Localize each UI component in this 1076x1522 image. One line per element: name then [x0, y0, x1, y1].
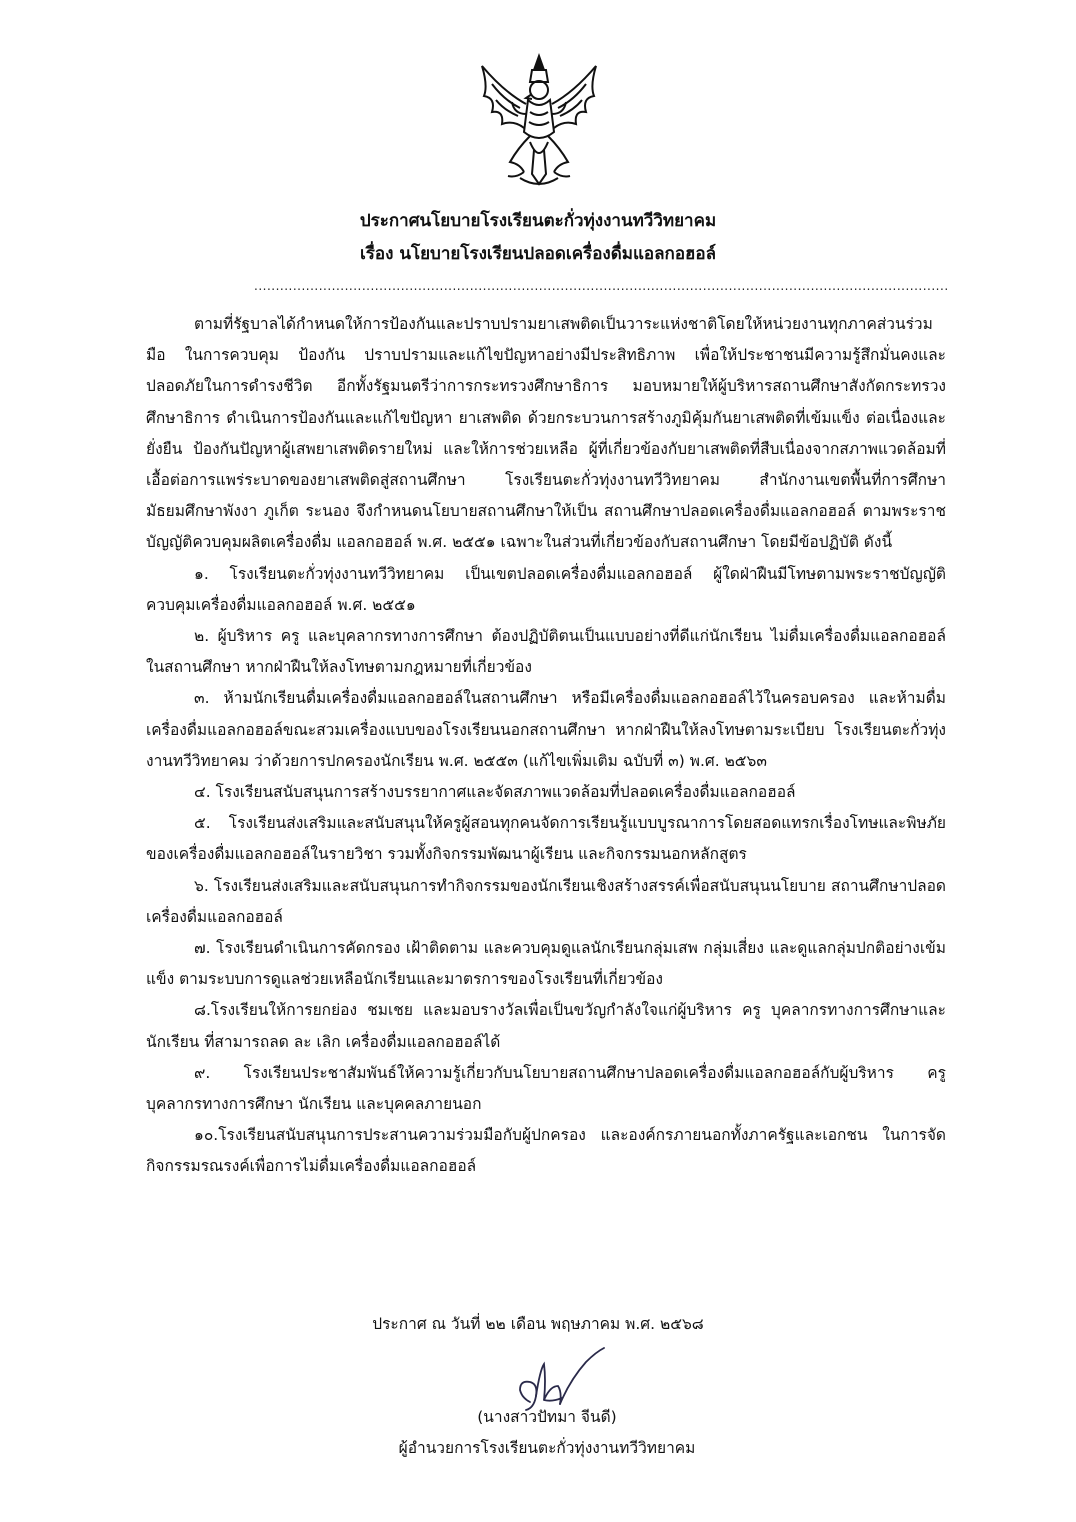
garuda-emblem-icon [474, 52, 604, 192]
signer-name: (นางสาวปัทมา จีนดี) [477, 1408, 617, 1426]
dotted-separator: ................................................................................................................................................................. [254, 279, 949, 293]
document-body [146, 309, 946, 1183]
policy-item-8: ๘.โรงเรียนให้การยกย่อง ชมเชย และมอบรางวัลเพื่อเป็นขวัญกำลังใจแก่ผู้บริหาร ครู บุคลากรทางการศึกษาและนักเรียน ที่สามารถลด ละ เลิก เครื่องดื่มแอลกอฮอล์ได้ [146, 1001, 946, 1051]
policy-item-2: ๒. ผู้บริหาร ครู และบุคลากรทางการศึกษา ต้องปฏิบัติตนเป็นแบบอย่างที่ดีแก่นักเรียน ไม่ดื่มเครื่องดื่มแอลกอฮอล์ในสถานศึกษา หากฝ่าฝืนให้ลงโทษตามกฎหมายที่เกี่ยวข้อง [146, 627, 946, 677]
policy-item-4: ๔. โรงเรียนสนับสนุนการสร้างบรรยากาศและจัดสภาพแวดล้อมที่ปลอดเครื่องดื่มแอลกอฮอล์ [194, 783, 796, 802]
intro-paragraph: ตามที่รัฐบาลได้กำหนดให้การป้องกันและปราบปรามยาเสพติดเป็นวาระแห่งชาติโดยให้หน่วยงานทุกภาคส่วนร่วมมือ ในการควบคุม ป้องกัน ปราบปรามและแก้ไขปัญหาอย่างมีประสิทธิภาพ เพื่อให้ประชาชนมีความรู้สึกมั่นคงและปลอดภัยในการดำรงชีวิต อีกทั้งรัฐมนตรีว่าการกระทรวงศึกษาธิการ มอบหมายให้ผู้บริหารสถานศึกษาสังกัดกระทรวงศึกษาธิการ ดำเนินการป้องกันและแก้ไขปัญหา ยาเสพติด ด้วยกระบวนการสร้างภูมิคุ้มกันยาเสพติดที่เข้มแข็ง ต่อเนื่องและยั่งยืน ป้องกันปัญหาผู้เสพยาเสพติดรายใหม่ และให้การช่วยเหลือ ผู้ที่เกี่ยวข้องกับยาเสพติดที่สืบเนื่องจากสภาพแวดล้อมที่เอื้อต่อการแพร่ระบาดของยาเสพติดสู่สถานศึกษา โรงเรียนตะกั่วทุ่งงานทวีวิทยาคม สำนักงานเขตพื้นที่การศึกษามัธยมศึกษาพังงา ภูเก็ต ระนอง จึงกำหนดนโยบายสถานศึกษาให้เป็น สถานศึกษาปลอดเครื่องดื่มแอลกอฮอล์ ตามพระราชบัญญัติควบคุมผลิตเครื่องดื่ม แอลกอฮอล์ พ.ศ. ๒๕๕๑ เฉพาะในส่วนที่เกี่ยวข้องกับสถานศึกษา โดยมีข้อปฏิบัติ ดังนี้ [146, 315, 946, 552]
policy-item-1: ๑. โรงเรียนตะกั่วทุ่งงานทวีวิทยาคม เป็นเขตปลอดเครื่องดื่มแอลกอฮอล์ ผู้ใดฝ่าฝืนมีโทษตามพระราชบัญญัติควบคุมเครื่องดื่มแอลกอฮอล์ พ.ศ. ๒๕๕๑ [146, 564, 946, 614]
policy-item-7: ๗. โรงเรียนดำเนินการคัดกรอง เฝ้าติดตาม และควบคุมดูแลนักเรียนกลุ่มเสพ กลุ่มเสี่ยง และดูแลกลุ่มปกติอย่างเข้มแข็ง ตามระบบการดูแลช่วยเหลือนักเรียนและมาตรการของโรงเรียนที่เกี่ยวข้อง [146, 939, 946, 989]
document-subject: เรื่อง นโยบายโรงเรียนปลอดเครื่องดื่มแอลกอฮอล์ [359, 244, 717, 264]
policy-item-6: ๖. โรงเรียนส่งเสริมและสนับสนุนการทำกิจกรรมของนักเรียนเชิงสร้างสรรค์เพื่อสนับสนุนนโยบาย สถานศึกษาปลอดเครื่องดื่มแอลกอฮอล์ [146, 876, 946, 926]
policy-item-5: ๕. โรงเรียนส่งเสริมและสนับสนุนให้ครูผู้สอนทุกคนจัดการเรียนรู้แบบบูรณาการโดยสอดแทรกเรื่องโทษและพิษภัยของเครื่องดื่มแอลกอฮอล์ในรายวิชา รวมทั้งกิจกรรมพัฒนาผู้เรียน และกิจกรรมนอกหลักสูตร [146, 814, 946, 864]
policy-item-10: ๑๐.โรงเรียนสนับสนุนการประสานความร่วมมือกับผู้ปกครอง และองค์กรภายนอกทั้งภาครัฐและเอกชน ในการจัดกิจกรรมรณรงค์เพื่อการไม่ดื่มเครื่องดื่มแอลกอฮอล์ [146, 1126, 946, 1176]
policy-item-9: ๙. โรงเรียนประชาสัมพันธ์ให้ความรู้เกี่ยวกับนโยบายสถานศึกษาปลอดเครื่องดื่มแอลกอฮอล์กับผู้บริหาร ครู บุคลากรทางการศึกษา นักเรียน และบุคคลภายนอก [146, 1063, 946, 1114]
signer-position: ผู้อำนวยการโรงเรียนตะกั่วทุ่งงานทวีวิทยาคม [398, 1439, 696, 1457]
document-title: ประกาศนโยบายโรงเรียนตะกั่วทุ่งงานทวีวิทยาคม [359, 211, 717, 231]
policy-item-3: ๓. ห้ามนักเรียนดื่มเครื่องดื่มแอลกอฮอล์ในสถานศึกษา หรือมีเครื่องดื่มแอลกอฮอล์ไว้ในครอบครอง และห้ามดื่มเครื่องดื่มแอลกอฮอล์ขณะสวมเครื่องแบบของโรงเรียนนอกสถานศึกษา หากฝ่าฝืนให้ลงโทษตามระเบียบ โรงเรียนตะกั่วทุ่งงานทวีวิทยาคม ว่าด้วยการปกครองนักเรียน พ.ศ. ๒๕๕๓ (แก้ไขเพิ่มเติม ฉบับที่ ๓) พ.ศ. ๒๕๖๓ [146, 689, 946, 770]
announcement-date: ประกาศ ณ วันที่ ๒๒ เดือน พฤษภาคม พ.ศ. ๒๕๖๘ [372, 1315, 704, 1333]
